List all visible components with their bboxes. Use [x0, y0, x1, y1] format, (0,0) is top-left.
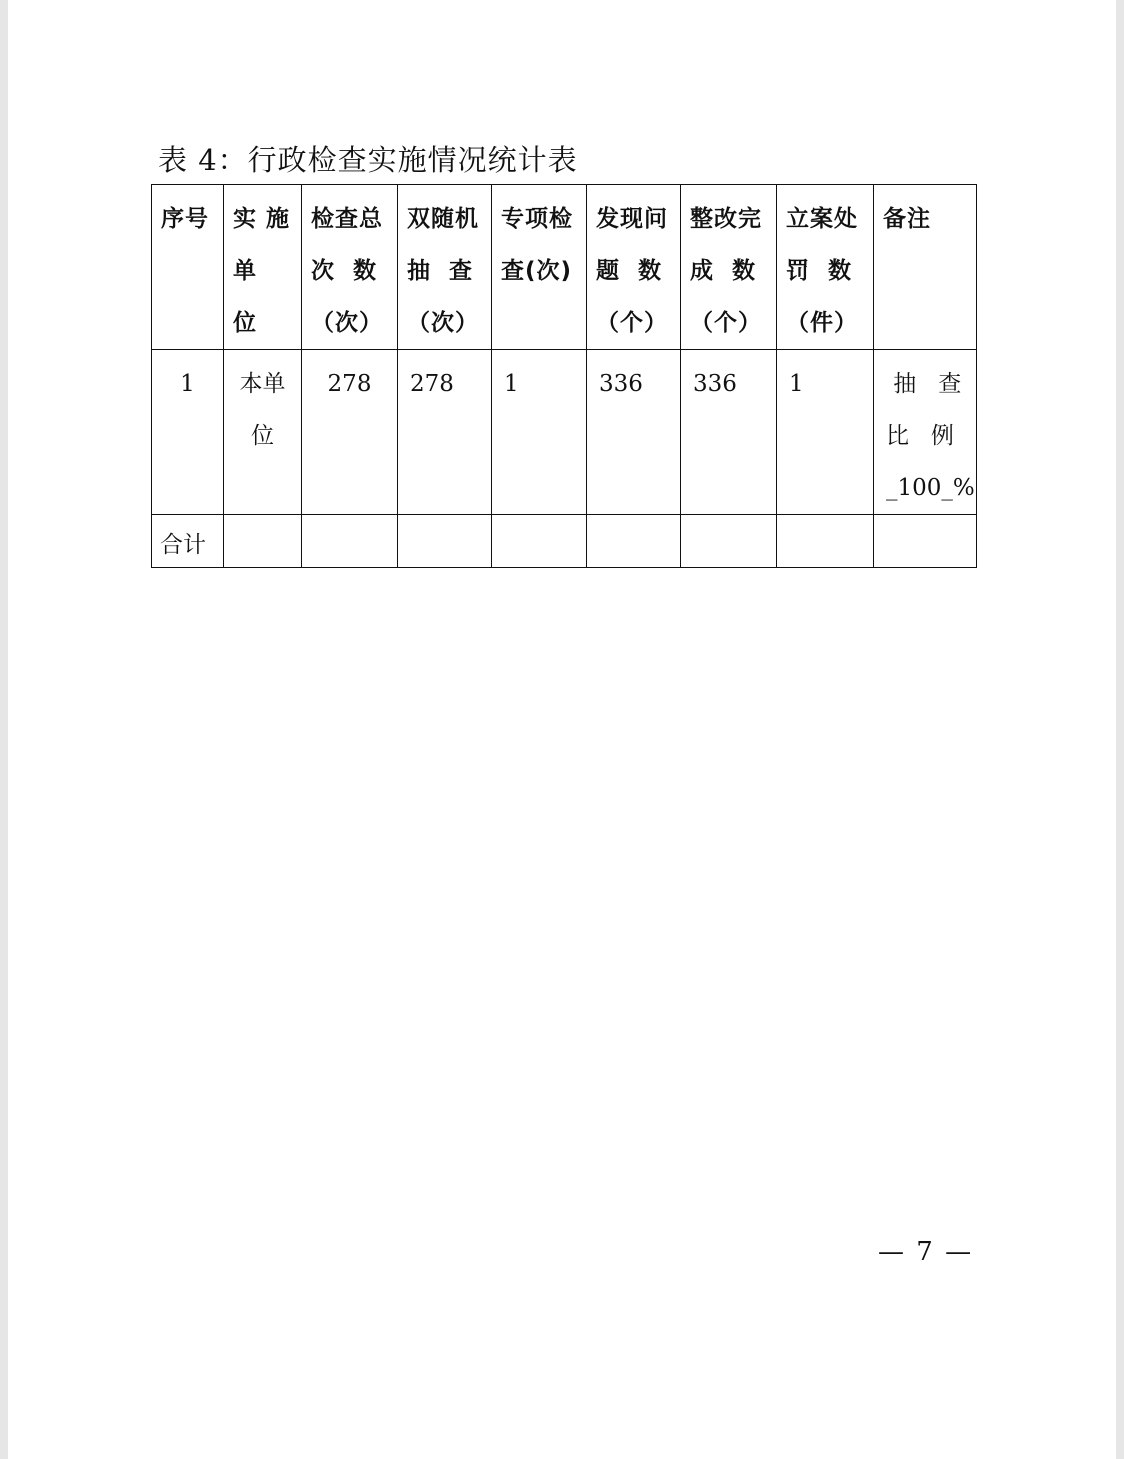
total-label: 合计	[152, 515, 224, 568]
table-caption: 表 4：行政检查实施情况统计表	[158, 143, 578, 177]
cell-rectified: 336	[681, 350, 777, 515]
total-cell	[587, 515, 681, 568]
total-cell	[398, 515, 492, 568]
page-number: — 7 —	[878, 1237, 974, 1267]
cell-unit: 本单 位	[224, 350, 302, 515]
header-unit: 实 施 单 位	[224, 185, 302, 350]
table-row	[152, 350, 977, 515]
total-cell	[492, 515, 587, 568]
total-cell	[224, 515, 302, 568]
total-cell	[874, 515, 977, 568]
header-special-inspections: 专项检 查(次)	[492, 185, 587, 350]
cell-total-inspections: 278	[302, 350, 398, 515]
total-row	[152, 515, 977, 568]
header-issues-found: 发现问 题 数 （个）	[587, 185, 681, 350]
page-edge-left	[0, 0, 8, 1459]
header-penalty-cases: 立案处 罚 数 （件）	[777, 185, 874, 350]
cell-issues-found: 336	[587, 350, 681, 515]
header-seq: 序号	[152, 185, 224, 350]
cell-random-inspections: 278	[398, 350, 492, 515]
header-total-inspections: 检查总 次 数 （次）	[302, 185, 398, 350]
inspection-statistics-table	[151, 184, 977, 568]
cell-seq: 1	[152, 350, 224, 515]
cell-remark: 抽 查 比 例 _100_%	[874, 350, 977, 515]
header-rectified: 整改完 成 数 （个）	[681, 185, 777, 350]
total-cell	[681, 515, 777, 568]
total-cell	[302, 515, 398, 568]
header-remark: 备注	[874, 185, 977, 350]
header-random-inspections: 双随机 抽 查 （次）	[398, 185, 492, 350]
page-edge-right	[1116, 0, 1124, 1459]
cell-special-inspections: 1	[492, 350, 587, 515]
header-row	[152, 185, 977, 350]
cell-penalty-cases: 1	[777, 350, 874, 515]
total-cell	[777, 515, 874, 568]
